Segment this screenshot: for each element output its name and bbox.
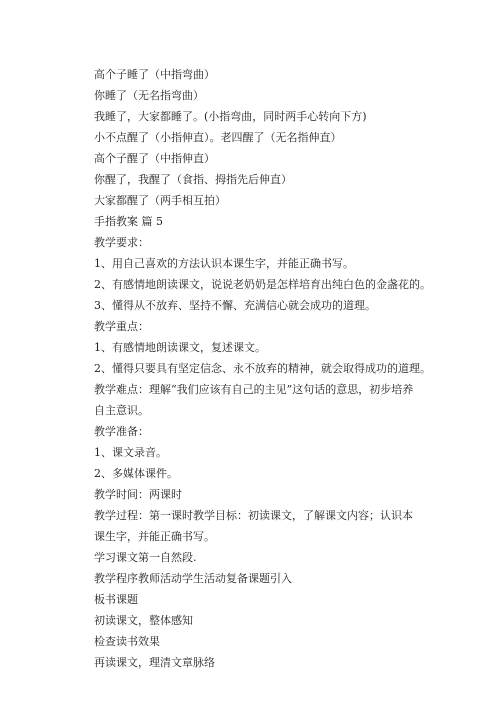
text-line: 高个子睡了（中指弯曲） (94, 68, 215, 81)
text-line: 板书课题 (94, 593, 138, 606)
text-paragraph: 教学难点：理解“我们应该有自己的主见”这句话的意思，初步培养自主意识。 (94, 383, 414, 417)
text-line: 初读课文，整体感知 (94, 614, 193, 627)
text-line: 你睡了（无名指弯曲） (94, 89, 204, 102)
text-line: 3、懂得从不放弃、坚持不懈、充满信心就会成功的道理。 (94, 299, 376, 312)
text-line: 教学准备： (94, 425, 149, 438)
text-line: 教学重点： (94, 320, 149, 333)
text-paragraph: 教学过程：第一课时教学目标：初读课文，了解课文内容；认识本课生字，并能正确书写。 (94, 509, 413, 543)
text-line: 小不点醒了（小指伸直）。老四醒了（无名指伸直） (94, 131, 342, 144)
text-line: 再读课文，理清文章脉络 (94, 656, 215, 669)
text-line: 你醒了，我醒了（食指、拇指先后伸直） (94, 173, 292, 186)
document-body (94, 64, 431, 673)
text-line: 1、用自己喜欢的方法认识本课生字，并能正确书写。 (94, 257, 354, 270)
text-line: 学习课文第一自然段. (94, 551, 197, 564)
text-line: 教学程序教师活动学生活动复备课题引入 (94, 572, 292, 585)
section-heading: 手指教案 篇 5 (94, 215, 163, 228)
text-line: 1、课文录音。 (94, 446, 167, 459)
text-line: 大家都醒了（两手相互拍） (94, 194, 226, 207)
text-line: 2、有感情地朗读课文，说说老奶奶是怎样培育出纯白色的金盏花的。 (94, 278, 431, 291)
text-line: 2、多媒体课件。 (94, 467, 178, 480)
text-line: 2、懂得只要具有坚定信念、永不放弃的精神，就会取得成功的道理。 (94, 362, 431, 375)
text-line: 教学要求： (94, 236, 149, 249)
text-line: 1、有感情地朗读课文，复述课文。 (94, 341, 266, 354)
text-line: 高个子醒了（中指伸直） (94, 152, 215, 165)
text-line: 教学时间：两课时 (94, 488, 182, 501)
text-line: 我睡了，大家都睡了。(小指弯曲，同时两手心转向下方) (94, 110, 367, 123)
text-line: 检查读书效果 (94, 635, 160, 648)
